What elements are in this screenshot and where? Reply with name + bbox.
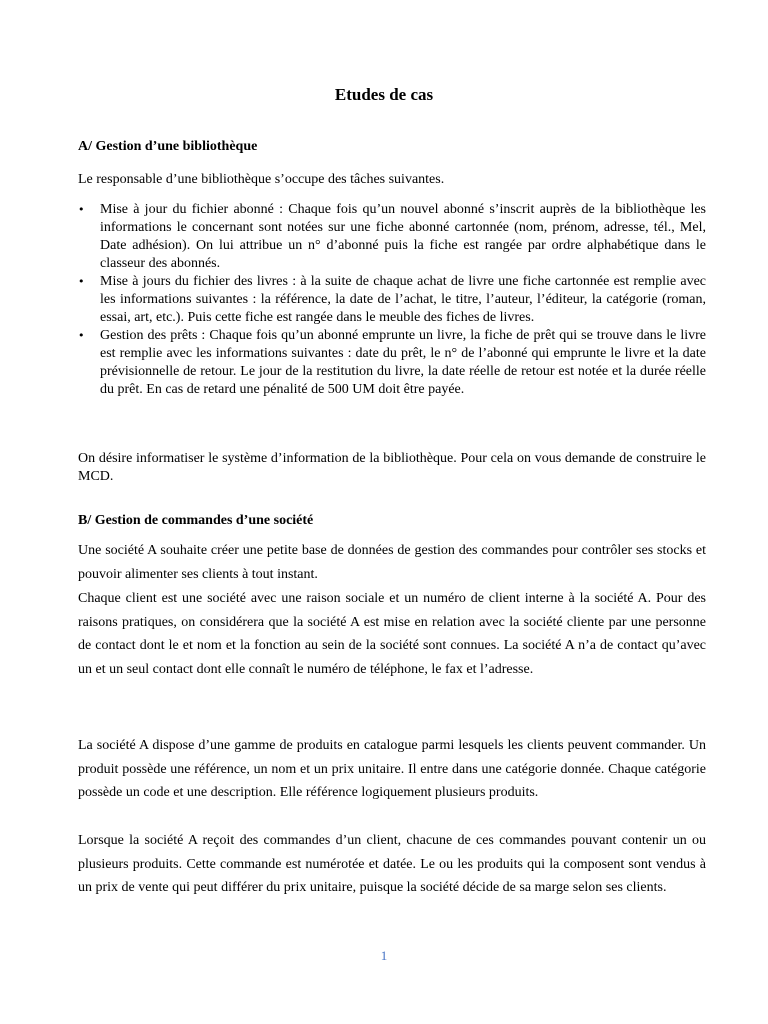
list-item (78, 327, 706, 399)
list-item (78, 273, 706, 327)
section-a-conclusion: On désire informatiser le système d’information de la bibliothèque. Pour cela on vous demande de construire le MCD. (78, 451, 706, 484)
bullet-icon: • (78, 329, 85, 342)
document-title: Etudes de cas (334, 85, 434, 104)
section-b-heading: B/ Gestion de commandes d’une société (78, 513, 314, 528)
section-a-intro: Le responsable d’une bibliothèque s’occupe des tâches suivantes. (78, 172, 445, 187)
task-subscriber-file: Mise à jour du fichier abonné : Chaque fois qu’un nouvel abonné s’inscrit auprès de la bibliothèque les informations le concernant sont notées sur une fiche abonné cartonnée (nom, prénom, adresse, tél., Mel, Date adhésion). On lui attribue un n° d’abonné puis la fiche est rangée par ordre alphabétique dans le classeur des abonnés. (100, 202, 706, 271)
task-book-file: Mise à jours du fichier des livres : à la suite de chaque achat de livre une fiche cartonnée est remplie avec les informations suivantes : la référence, la date de l’achat, le titre, l’auteur, l’éditeur, la catégorie (roman, essai, art, etc.). Puis cette fiche est rangée dans le meuble des fiches de livres. (100, 274, 706, 325)
section-a-heading: A/ Gestion d’une bibliothèque (78, 139, 258, 154)
list-item (78, 201, 706, 273)
section-a-task-list (78, 201, 706, 399)
bullet-icon: • (78, 203, 85, 216)
bullet-icon: • (78, 275, 85, 288)
section-b-paragraph-3: La société A dispose d’une gamme de produits en catalogue parmi lesquels les clients peuvent commander. Un produit possède une référence, un nom et un prix unitaire. Il entre dans une catégorie donnée. Chaque catégorie possède un code et une description. Elle référence logiquement plusieurs produits. (78, 738, 706, 801)
page-number: 1 (380, 948, 388, 963)
section-b-paragraph-4: Lorsque la société A reçoit des commandes d’un client, chacune de ces commandes pouvant contenir un ou plusieurs produits. Cette commande est numérotée et datée. Le ou les produits qui la composent sont vendus à un prix de vente qui peut différer du prix unitaire, puisque la société décide de sa marge selon ses clients. (78, 833, 706, 896)
section-b-paragraph-2: Chaque client est une société avec une raison sociale et un numéro de client interne à la société A. Pour des raisons pratiques, on considérera que la société A est mise en relation avec la société cliente par une personne de contact dont le et nom et la fonction au sein de la société sont connues. La société A n’a de contact qu’avec un et un seul contact dont elle connaît le numéro de téléphone, le fax et l’adresse. (78, 591, 706, 678)
task-loan-management: Gestion des prêts : Chaque fois qu’un abonné emprunte un livre, la fiche de prêt qui se trouve dans le livre est remplie avec les informations suivantes : date du prêt, le n° de l’abonné qui emprunte le livre et la date prévisionnelle de retour. Le jour de la restitution du livre, la date réelle de retour est notée et la durée réelle du prêt. En cas de retard une pénalité de 500 UM doit être payée. (100, 328, 706, 397)
section-b-paragraph-1: Une société A souhaite créer une petite base de données de gestion des commandes pour contrôler ses stocks et pouvoir alimenter ses clients à tout instant. (78, 543, 706, 582)
